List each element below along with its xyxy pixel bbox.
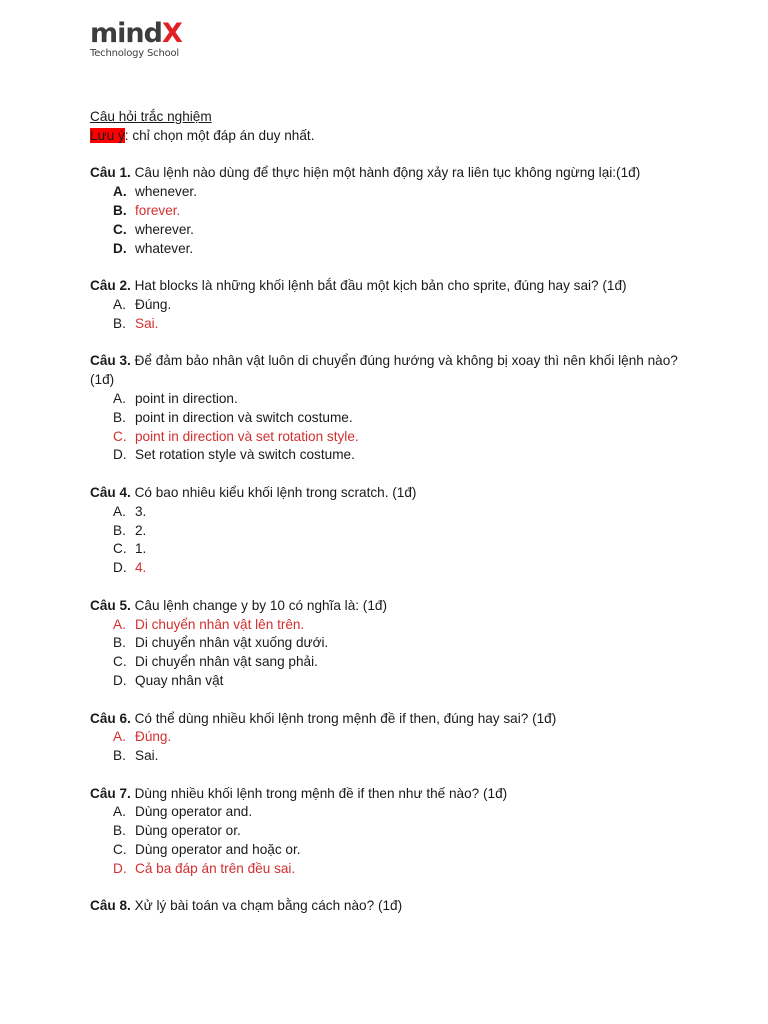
option-b-correct: B. Sai.	[113, 315, 159, 331]
option-d: D. Set rotation style và switch costume.	[113, 447, 355, 463]
option-a: A. Dùng operator and.	[113, 804, 253, 820]
question-label: Câu 4.	[90, 484, 131, 500]
question-label: Câu 1.	[90, 165, 131, 181]
option-a: A. Đúng.	[113, 296, 172, 312]
question-7	[90, 785, 690, 879]
option-a: A. 3.	[113, 503, 147, 519]
option-c: C. wherever.	[113, 221, 194, 237]
question-text: Có thể dùng nhiều khối lệnh trong mệnh đề if then, đúng hay sai? (1đ)	[130, 710, 557, 726]
quiz-document	[90, 108, 690, 916]
question-text: Câu lệnh nào dùng để thực hiện một hành động xảy ra liên tục không ngừng lại:(1đ)	[130, 165, 641, 181]
question-title	[90, 897, 690, 916]
question-title	[90, 785, 690, 804]
logo-wordmark: mindX	[90, 18, 182, 49]
question-title	[90, 484, 690, 503]
option-b-correct: B. forever.	[113, 202, 181, 218]
question-text: Để đảm bảo nhân vật luôn di chuyển đúng hướng và không bị xoay thì nên khối lệnh nào? (1đ)	[90, 353, 678, 388]
question-2	[90, 277, 690, 333]
option-b: B. Sai.	[113, 748, 159, 764]
question-text: Dùng nhiều khối lệnh trong mệnh đề if then như thế nào? (1đ)	[130, 785, 508, 801]
question-label: Câu 8.	[90, 898, 131, 914]
question-title	[90, 597, 690, 616]
document-title: Câu hỏi trắc nghiệm	[90, 109, 212, 124]
question-text: Hat blocks là những khối lệnh bắt đầu một kịch bản cho sprite, đúng hay sai? (1đ)	[130, 278, 627, 294]
question-8	[90, 897, 690, 916]
question-text: Xử lý bài toán va chạm bằng cách nào? (1đ)	[130, 898, 403, 914]
question-6	[90, 710, 690, 766]
question-title	[90, 710, 690, 729]
option-c: C. Di chuyển nhân vật sang phải.	[113, 654, 318, 670]
question-4	[90, 484, 690, 578]
option-b: B. 2.	[113, 522, 147, 538]
question-label: Câu 6.	[90, 710, 131, 726]
question-text: Câu lệnh change y by 10 có nghĩa là: (1đ)	[130, 597, 387, 613]
question-3	[90, 352, 690, 465]
question-title	[90, 277, 690, 296]
option-c: C. Dùng operator and hoặc or.	[113, 842, 301, 858]
question-label: Câu 7.	[90, 785, 131, 801]
option-b: B. point in direction và switch costume.	[113, 409, 353, 425]
option-d: D. whatever.	[113, 240, 194, 256]
question-label: Câu 3.	[90, 353, 131, 369]
question-label: Câu 2.	[90, 278, 131, 294]
question-title	[90, 352, 690, 390]
logo-x-mark: X	[161, 18, 182, 49]
instruction-note	[90, 127, 690, 146]
option-a-correct: A. Đúng.	[113, 729, 172, 745]
option-c: C. 1.	[113, 541, 147, 557]
mindx-logo	[90, 20, 230, 59]
option-a-correct: A. Di chuyển nhân vật lên trên.	[113, 616, 305, 632]
note-label: Lưu ý	[90, 127, 125, 143]
option-d-correct: D. 4.	[113, 560, 147, 576]
logo-subtitle: Technology School	[90, 48, 179, 59]
option-c-correct: C. point in direction và set rotation style.	[113, 428, 359, 444]
option-b: B. Di chuyển nhân vật xuống dưới.	[113, 635, 329, 651]
question-text: Có bao nhiêu kiểu khối lệnh trong scratch. (1đ)	[130, 484, 417, 500]
question-1	[90, 164, 690, 258]
question-5	[90, 597, 690, 691]
note-text: : chỉ chọn một đáp án duy nhất.	[124, 127, 315, 143]
option-d-correct: D. Cả ba đáp án trên đều sai.	[113, 860, 296, 876]
question-label: Câu 5.	[90, 597, 131, 613]
option-b: B. Dùng operator or.	[113, 823, 241, 839]
option-a: A. point in direction.	[113, 390, 238, 406]
option-d: D. Quay nhân vật	[113, 672, 224, 688]
question-title	[90, 164, 690, 183]
option-a: A. whenever.	[113, 184, 197, 200]
